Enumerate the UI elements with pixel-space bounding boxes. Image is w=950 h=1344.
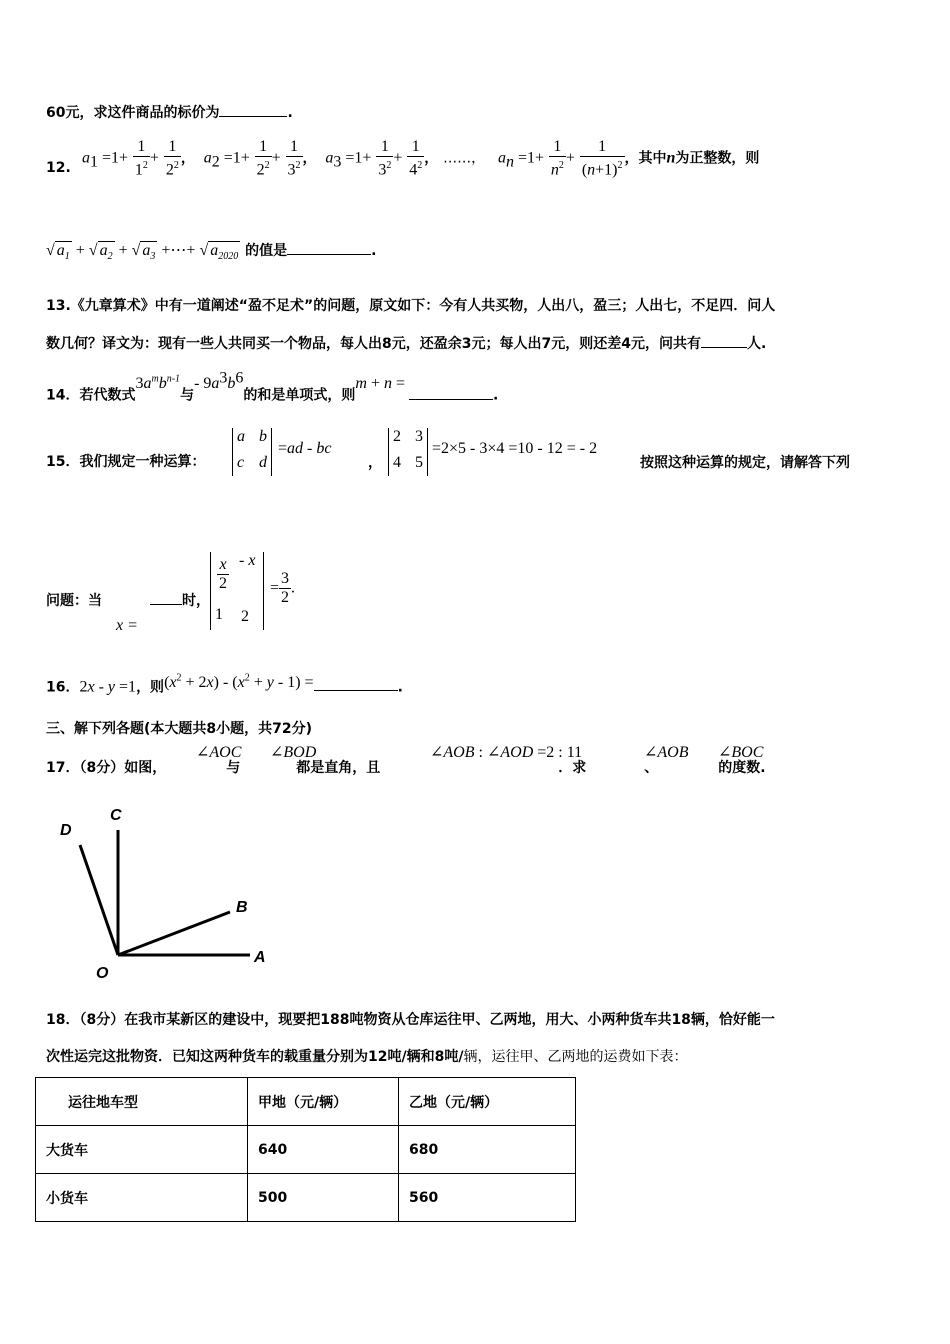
table-header-row bbox=[36, 1078, 576, 1126]
table-row bbox=[36, 1126, 576, 1174]
det-2345: 2 3 4 5 bbox=[388, 428, 428, 476]
q14-blank bbox=[409, 385, 493, 400]
q11-tail bbox=[46, 102, 293, 123]
table-header-cell: 甲地（元/辆） bbox=[248, 1078, 399, 1126]
ray-ob bbox=[118, 912, 230, 955]
q12-formula: $a_1 =1+$ $\frac{1}{1^2}$ + $\frac{1}{2^2}$ ， $a_2 =1+$ $\frac{1}{2^2}$ + $\frac{1}{3^2}$ ， $a_3 =1+$ $\frac{1}{3^2}$ + $\frac{1}{4^2}$ ， ……， $a_n =1+$ $\frac{1}{n^2}$ + $\frac{1}{(n+1)^2}$ ，其中n为正整数，则 bbox=[82, 138, 760, 179]
q11-text: 60元，求这件商品的标价为 bbox=[46, 105, 220, 121]
label-o: O bbox=[96, 965, 109, 982]
table-header-cell: 乙地（元/辆） bbox=[399, 1078, 576, 1126]
q12-line bbox=[46, 158, 71, 178]
q13-line1: 13.《九章算术》中有一道阐述“盈不足术”的问题，原文如下：今有人共买物，人出八，盈三；人出七，不足四．问人 bbox=[46, 298, 776, 314]
table-cell: 500 bbox=[248, 1174, 399, 1222]
q14-line: 14．若代数式$3a^mb^{n-1}$与- $9a^3b^6$的和是单项式，则m + n = . bbox=[46, 369, 499, 404]
table-row bbox=[36, 1174, 576, 1222]
freight-table bbox=[35, 1077, 576, 1222]
q12-sum: √ $a_1$ + √ $a_2$ + √ $a_3$ +⋯+ √ $a_{2020}$ 的值是 . bbox=[46, 242, 377, 263]
table-cell: 640 bbox=[248, 1126, 399, 1174]
table-cell: 大货车 bbox=[36, 1126, 248, 1174]
q17-line: 17．（8分）如图， 与 都是直角，且 ．求 、 的度数. bbox=[46, 760, 766, 776]
label-d: D bbox=[60, 822, 72, 839]
angle-figure bbox=[50, 800, 280, 985]
label-c: C bbox=[110, 807, 122, 824]
q15-question: 问题：当 时， bbox=[46, 590, 210, 611]
det-x: $\frac{x}{2}$ - x 1 2 bbox=[210, 552, 264, 630]
ray-od bbox=[80, 845, 118, 955]
q11-blank bbox=[219, 102, 287, 117]
table-cell: 560 bbox=[399, 1174, 576, 1222]
table-header-cell: 运往地车型 bbox=[36, 1078, 248, 1126]
section3-title: 三、解下列各题(本大题共8小题，共72分) bbox=[46, 721, 313, 737]
q13-blank bbox=[701, 333, 747, 348]
q15-blank bbox=[150, 590, 182, 605]
q16-line: 16．2x - y =1，则$(x^2 + 2x) - (x^2 + y - 1)$ = . bbox=[46, 673, 403, 696]
table-cell: 680 bbox=[399, 1126, 576, 1174]
q16-blank bbox=[314, 676, 398, 691]
label-a: A bbox=[254, 949, 266, 966]
q15-intro: 15．我们规定一种运算： bbox=[46, 454, 206, 470]
q11-end: . bbox=[287, 105, 293, 121]
q13-line2: 数几何？译文为：现有一些人共同买一个物品，每人出8元，还盈余3元；每人出7元，则还差4元，问共有 人. bbox=[46, 333, 766, 354]
q18-line1: 18．（8分）在我市某新区的建设中，现要把188吨物资从仓库运往甲、乙两地，用大、小两种货车共18辆，恰好能一 bbox=[46, 1012, 775, 1028]
table-cell: 小货车 bbox=[36, 1174, 248, 1222]
q12-number: 12. bbox=[46, 160, 71, 176]
q18-line2: 次性运完这批物资．已知这两种货车的载重量分别为12吨/辆和8吨/辆，运往甲、乙两地的运费如下表： bbox=[46, 1049, 688, 1065]
det-abcd: a b c d bbox=[232, 428, 272, 476]
q12-blank bbox=[287, 240, 371, 255]
label-b: B bbox=[236, 899, 248, 916]
